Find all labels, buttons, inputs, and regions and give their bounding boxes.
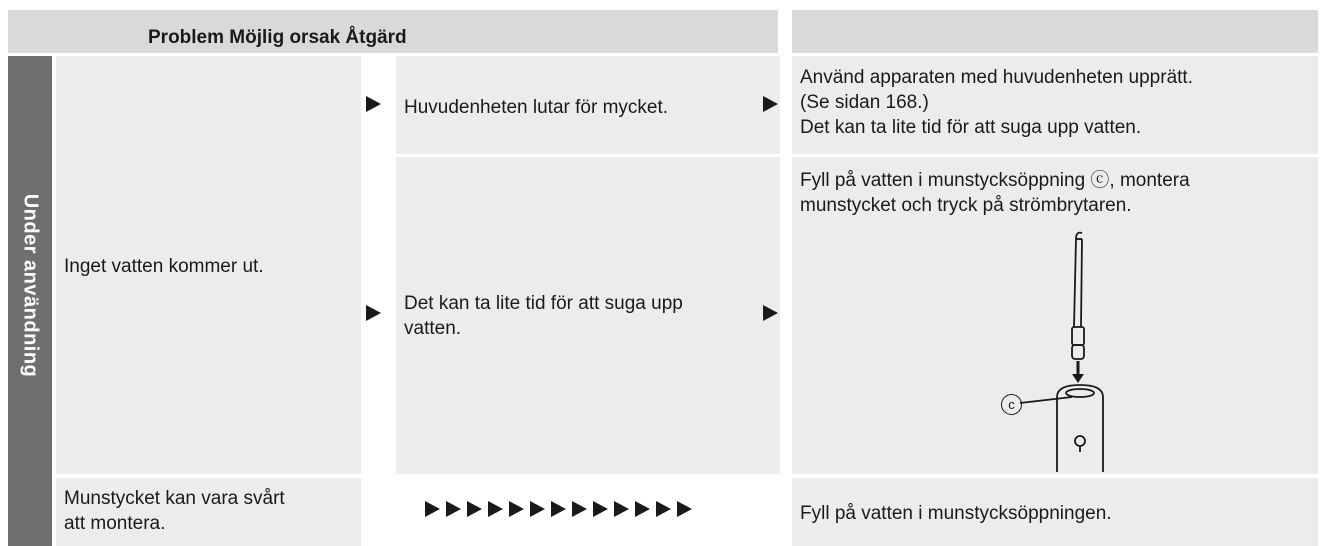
- remedy-text-1b-line2: munstycket och tryck på strömbrytaren.: [800, 195, 1132, 216]
- right-triangle-icon: [635, 501, 650, 517]
- cause-cell-1b: [396, 157, 780, 474]
- remedy-cell-2: [792, 478, 1318, 546]
- right-triangle-icon: [509, 501, 524, 517]
- remedy-text-1b: [800, 168, 1190, 218]
- arrow-row-icons: [425, 501, 692, 517]
- right-triangle-icon: [446, 501, 461, 517]
- table-header-right: [792, 10, 1318, 53]
- right-triangle-icon: [763, 305, 778, 321]
- remedy-text-1b-line1: Fyll på vatten i munstycksöppning ⓒ, montera: [800, 170, 1190, 191]
- right-triangle-icon: [614, 501, 629, 517]
- problem-text-1: Inget vatten kommer ut.: [64, 256, 264, 277]
- remedy-text-1a: [800, 65, 1193, 140]
- problem-text-2-line2: att montera.: [64, 513, 166, 534]
- remedy-text-2: Fyll på vatten i munstycksöppningen.: [800, 503, 1112, 524]
- side-category-label: Under användning: [19, 193, 42, 378]
- right-triangle-icon: [551, 501, 566, 517]
- table-header-title: Problem Möjlig orsak Åtgärd: [148, 27, 407, 48]
- table-header-left: [8, 10, 778, 53]
- right-triangle-icon: [572, 501, 587, 517]
- right-triangle-icon: [488, 501, 503, 517]
- remedy-cell-1a: [792, 56, 1318, 154]
- cause-text-1b-line2: vatten.: [404, 318, 462, 339]
- nozzle-insert-illustration: [992, 227, 1112, 472]
- right-triangle-icon: [366, 96, 381, 112]
- right-triangle-icon: [366, 305, 381, 321]
- remedy-text-1a-line2: (Se sidan 168.): [800, 92, 929, 113]
- problem-cell-1: [56, 56, 361, 474]
- problem-text-2-line1: Munstycket kan vara svårt: [64, 488, 285, 509]
- cause-text-1b: [404, 291, 683, 341]
- cause-cell-1a: [396, 56, 780, 154]
- cause-text-1b-line1: Det kan ta lite tid för att suga upp: [404, 293, 683, 314]
- callout-c: c: [1001, 394, 1022, 415]
- right-triangle-icon: [677, 501, 692, 517]
- right-triangle-icon: [763, 96, 778, 112]
- side-category-bar: [8, 56, 52, 546]
- cause-text-1a: Huvudenheten lutar för mycket.: [404, 97, 669, 118]
- right-triangle-icon: [467, 501, 482, 517]
- problem-text-2: [64, 486, 285, 536]
- right-triangle-icon: [425, 501, 440, 517]
- right-triangle-icon: [530, 501, 545, 517]
- remedy-text-1a-line3: Det kan ta lite tid för att suga upp vatten.: [800, 117, 1142, 138]
- right-triangle-icon: [656, 501, 671, 517]
- right-triangle-icon: [593, 501, 608, 517]
- remedy-text-1a-line1: Använd apparaten med huvudenheten upprätt.: [800, 67, 1193, 88]
- problem-cell-2: [56, 478, 361, 546]
- remedy-cell-1b: [792, 157, 1318, 474]
